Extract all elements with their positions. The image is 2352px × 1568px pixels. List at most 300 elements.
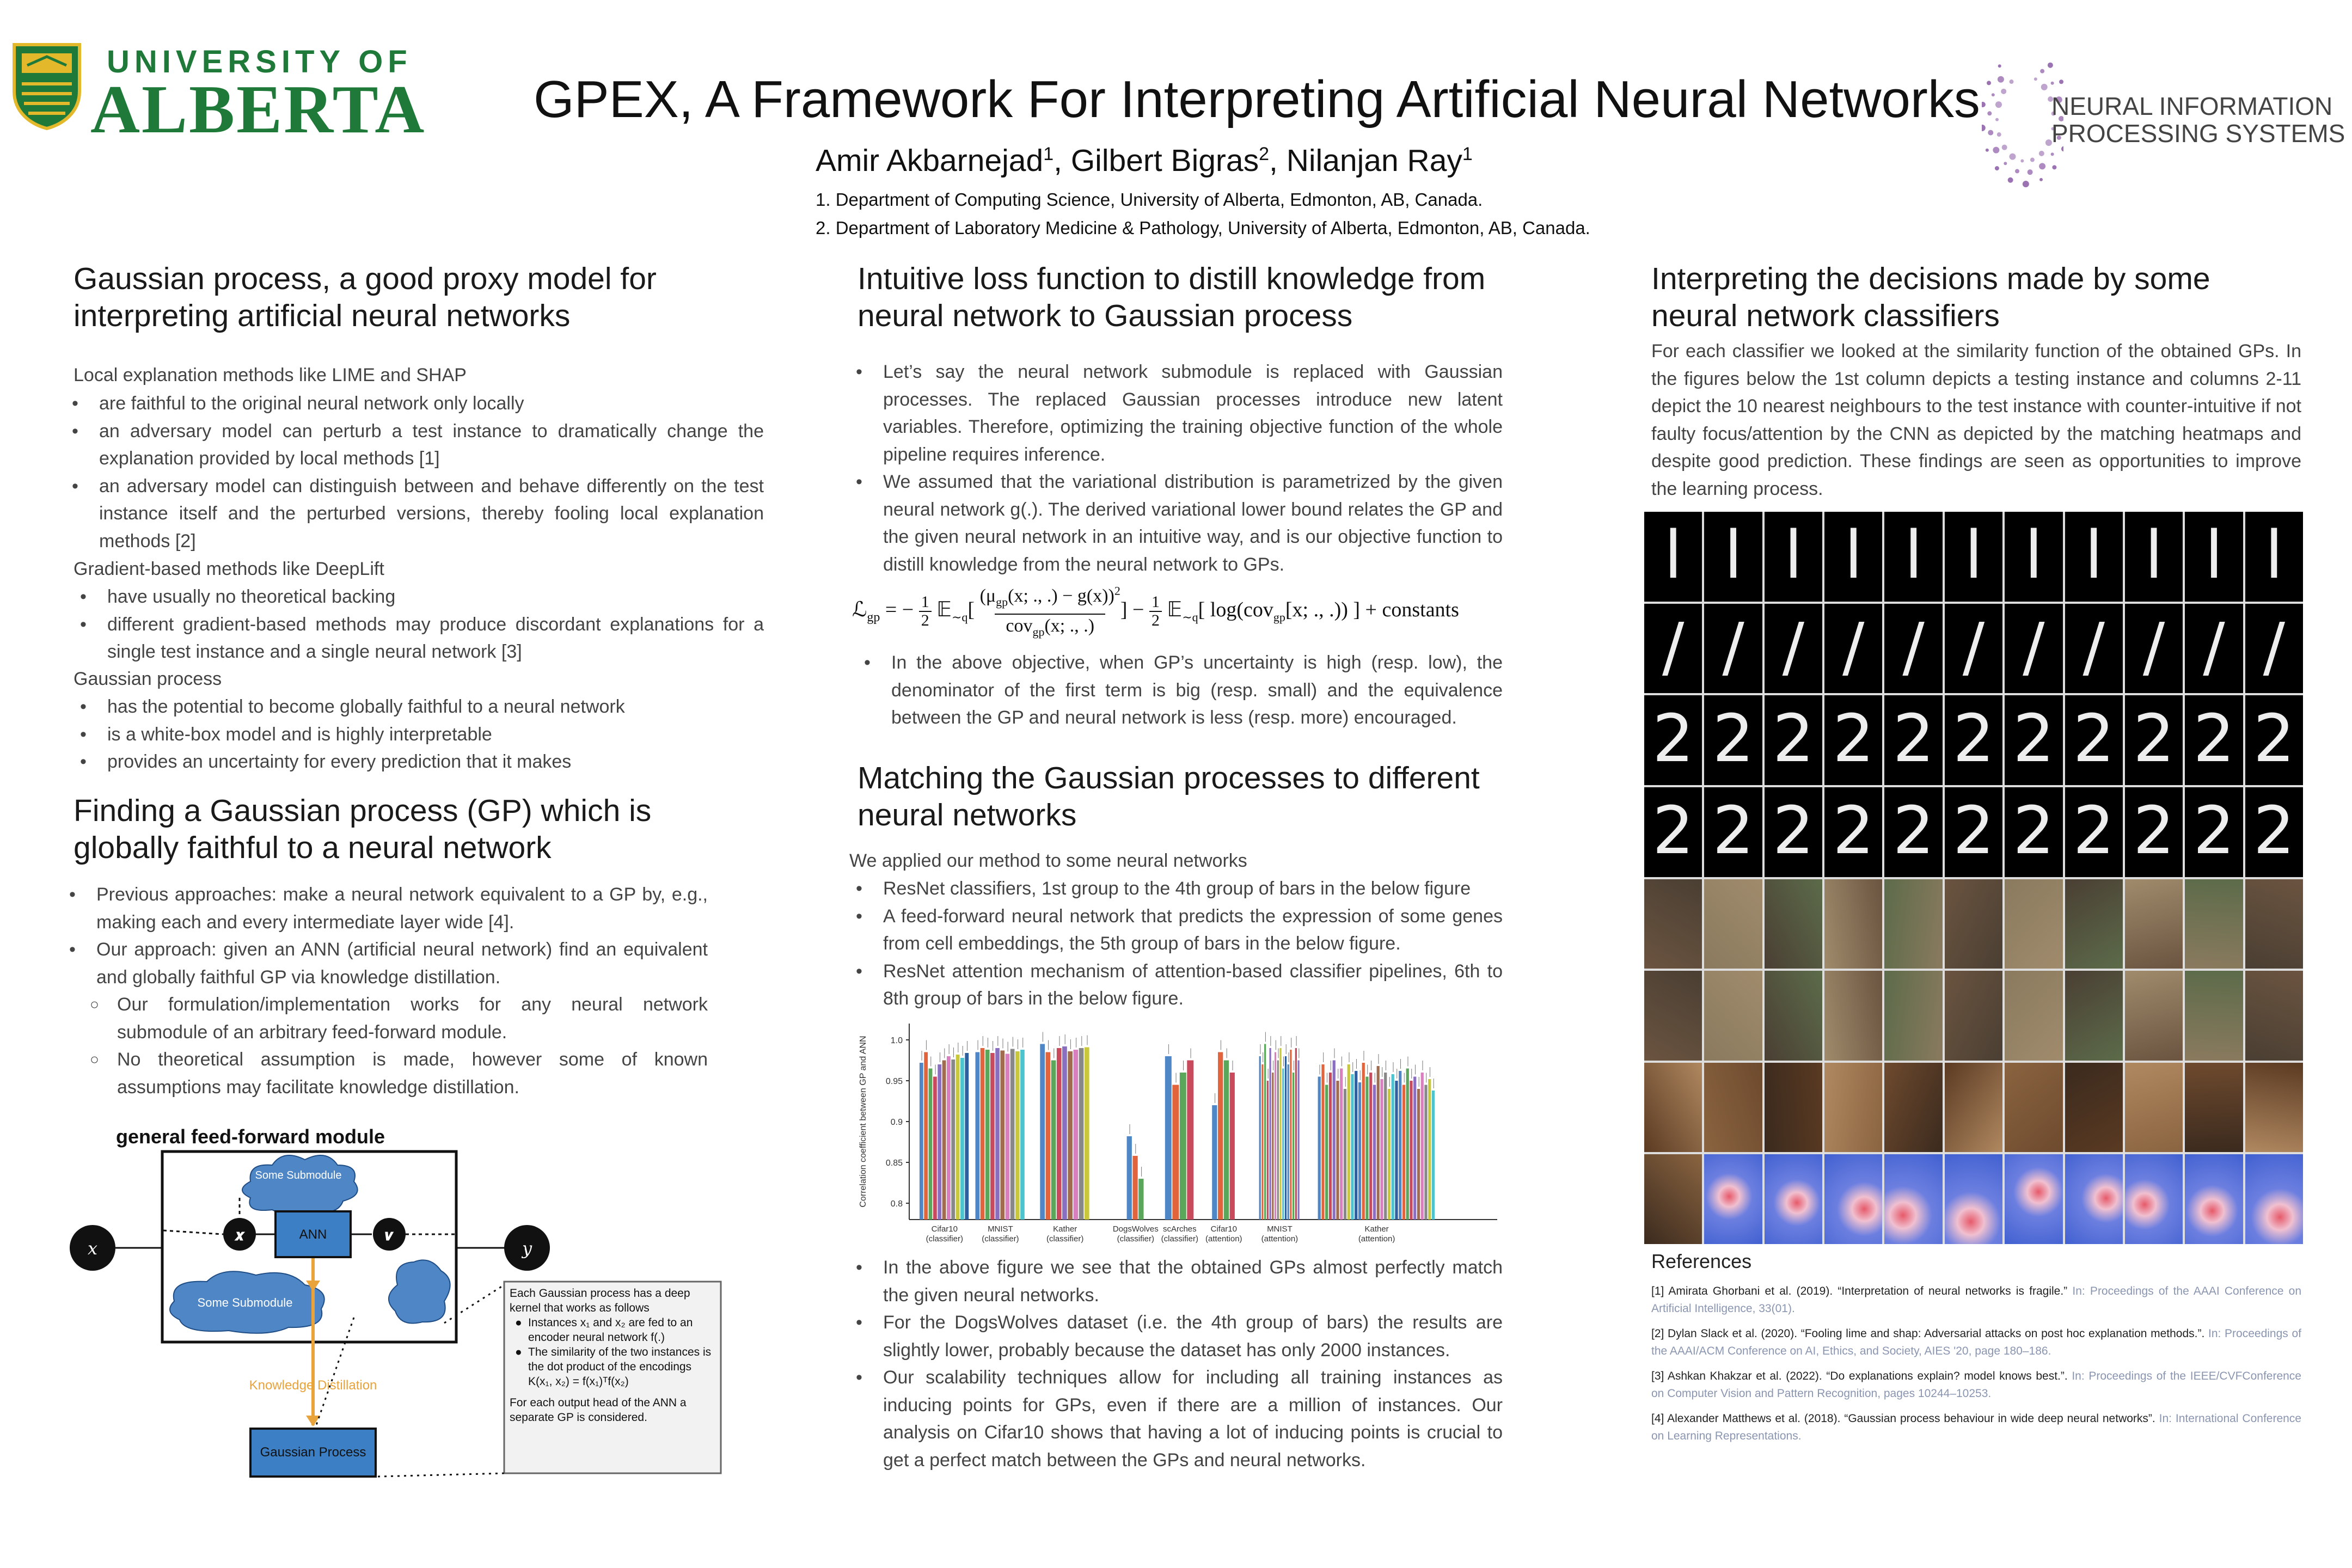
list-subitem: ○ Our formulation/implementation works for any neural network submodule of an arbitrary feed-forward module.: [63, 991, 708, 1046]
neighbour-thumbnail: [2125, 695, 2183, 785]
kernel-note-bullet-1: ● Instances x₁ and x₂ are fed to an encoder neural network f(.): [515, 1316, 693, 1344]
input-node-label: 𝑥: [87, 1238, 98, 1259]
kd-arrowhead-2: [306, 1416, 320, 1426]
neighbour-thumbnail: [1644, 604, 1702, 694]
digit-glyph: /: [2142, 609, 2165, 685]
bar: [1365, 1077, 1368, 1220]
bar: [933, 1077, 937, 1220]
bar: [1333, 1061, 1336, 1220]
bar: [1165, 1056, 1172, 1220]
x-tick-label: Kather: [1053, 1224, 1077, 1234]
reference-item: [1651, 1410, 2301, 1445]
digit-glyph: 2: [2133, 701, 2175, 777]
kernel-note-head: Each Gaussian process has a deep kernel that works as follows: [510, 1287, 690, 1314]
bar: [1410, 1081, 1412, 1220]
neighbour-thumbnail: [2185, 1063, 2243, 1153]
logo-dot: [2048, 63, 2053, 68]
neighbour-thumbnail: [2065, 1063, 2123, 1153]
logo-dot: [2039, 163, 2045, 169]
digit-glyph: /: [2082, 609, 2105, 685]
bar: [1388, 1089, 1391, 1220]
bar: [1297, 1061, 1299, 1220]
bar: [1340, 1069, 1343, 1220]
eq-num-pow: 2: [1114, 584, 1120, 598]
logo-dot: [2051, 152, 2054, 156]
digit-glyph: 2: [1952, 793, 1995, 869]
bar: [1272, 1073, 1273, 1220]
x-tick-label: (attention): [1261, 1234, 1298, 1244]
neighbour-thumbnail: [1824, 604, 1882, 694]
y-tick-label: 0.85: [885, 1159, 903, 1168]
digit-glyph: l: [1724, 518, 1743, 593]
digit-glyph: 2: [2193, 793, 2235, 869]
neighbour-thumbnail: [1945, 879, 2002, 969]
logo-dot: [1998, 64, 2001, 68]
university-logo-line1: UNIVERSITY OF: [107, 44, 412, 79]
bar: [1079, 1048, 1084, 1220]
list-loss-function: [849, 358, 1503, 578]
reference-item: [1651, 1325, 2301, 1360]
digit-glyph: 2: [1652, 793, 1694, 869]
neighbour-thumbnail: [2065, 879, 2123, 969]
y-tick-label: 0.9: [890, 1118, 903, 1127]
bar: [1380, 1079, 1383, 1220]
section-title-interpreting: Interpreting the decisions made by some neural network classifiers: [1651, 261, 2210, 333]
list-item: • is a white-box model and is highly interpretable: [74, 721, 764, 749]
neighbour-thumbnail: [1704, 1063, 1762, 1153]
logo-dot: [1987, 111, 1992, 115]
bar: [1358, 1082, 1361, 1220]
reference-item: [1651, 1368, 2301, 1402]
list-item: • Previous approaches: make a neural network equivalent to a GP by, e.g., making each and every intermediate layer wide [4].: [63, 881, 708, 936]
logo-dot: [1986, 149, 1989, 152]
list-item: • different gradient-based methods may produce discordant explanations for a single test instance and a single neural network [3]: [74, 611, 764, 666]
university-shield-icon: [11, 41, 83, 131]
bar: [1290, 1050, 1291, 1220]
list-local-methods: [65, 390, 764, 555]
logo-dot: [2009, 154, 2016, 160]
logo-dot: [1998, 76, 2004, 83]
list-gradient-methods: [74, 583, 764, 666]
logo-dot: [2008, 177, 2013, 183]
digit-glyph: 2: [1833, 793, 1875, 869]
bar: [995, 1048, 1000, 1220]
eq-num-a: (μ: [979, 586, 996, 607]
logo-dot: [1995, 118, 1999, 121]
logo-dot: [2004, 162, 2007, 165]
references-title: References: [1651, 1250, 1752, 1272]
eq-tail-b: [x; ., .)) ] + constants: [1285, 598, 1459, 622]
neighbour-thumbnail: [2185, 787, 2243, 877]
neurips-logo-line2: PROCESSING SYSTEMS: [2051, 119, 2345, 148]
diagram-title: general feed-forward module: [115, 1125, 385, 1148]
digit-glyph: l: [1844, 518, 1863, 593]
list-gaussian-process: [74, 693, 764, 776]
x-tick-label: (classifier): [1161, 1234, 1198, 1244]
x-tick-label: Cifar10: [1210, 1224, 1237, 1234]
neighbour-thumbnail: [2185, 879, 2243, 969]
bar: [1068, 1051, 1073, 1220]
logo-dot: [1995, 101, 2002, 108]
neighbour-thumbnail: [2125, 512, 2183, 602]
bar: [990, 1053, 995, 1220]
poster-title: GPEX, A Framework For Interpreting Artificial Neural Networks: [534, 70, 1980, 128]
bar: [1399, 1071, 1401, 1220]
bar: [1180, 1073, 1186, 1220]
bar: [1006, 1054, 1010, 1220]
neighbour-thumbnail: [1765, 1154, 1822, 1244]
bar: [976, 1052, 980, 1220]
neighbour-thumbnail: [2005, 879, 2062, 969]
reference-text: [2] Dylan Slack et al. (2020). “Fooling lime and shap: Adversarial attacks on post hoc explanation methods.”.: [1651, 1327, 2209, 1340]
affiliation-2: 2. Department of Laboratory Medicine & Pathology, University of Alberta, Edmonton, AB, Canada.: [816, 218, 1590, 238]
y-tick-label: 0.95: [885, 1077, 903, 1086]
bar: [1285, 1056, 1287, 1220]
kernel-note-tail: For each output head of the ANN a separate GP is considered.: [510, 1396, 687, 1424]
list-subitem: ○ No theoretical assumption is made, however some of known assumptions may facilitate knowledge distillation.: [63, 1046, 708, 1101]
kd-label: Knowledge Distillation: [249, 1378, 377, 1393]
list-item: • ResNet classifiers, 1st group to the 4th group of bars in the below figure: [849, 875, 1503, 903]
neighbour-thumbnail: [1945, 695, 2002, 785]
bar: [1432, 1091, 1435, 1220]
eq-lhs-sub: gp: [867, 610, 880, 624]
eq-fraction: [980, 580, 1120, 644]
list-item: • an adversary model can distinguish between and behave differently on the test instance itself and the perturbed versions, thereby fooling local explanation methods [2]: [65, 473, 764, 555]
bar: [1267, 1081, 1269, 1220]
bar: [1377, 1066, 1380, 1220]
eq-lhs: ℒ: [852, 598, 867, 622]
logo-dot: [2002, 145, 2007, 150]
list-item: • an adversary model can perturb a test instance to dramatically change the explanation provided by local methods [1]: [65, 418, 764, 473]
eq-half-den: 2: [919, 611, 932, 629]
reference-source: In: Proceedings of the IEEE/CVFConference on Computer Vision and Pattern Recognition, pages 10244–10253.: [1651, 1370, 2301, 1400]
y-axis-label: Correlation coefficient between GP and ANN: [859, 1036, 868, 1208]
logo-dot: [2030, 158, 2035, 162]
reference-text: [4] Alexander Matthews et al. (2018). “Gaussian process behaviour in wide deep neural networks”.: [1651, 1412, 2159, 1425]
eq-half2-den: 2: [1149, 611, 1162, 629]
list-item: • We assumed that the variational distribution is parametrized by the given neural network g(.). The derived variational lower bound relates the GP and the given neural network in an intuitive way, and is our objective function to distill knowledge from the neural network to GPs.: [849, 468, 1503, 578]
neighbour-thumbnail: [1704, 787, 1762, 877]
references: [1651, 1250, 2301, 1453]
reference-source: In: Proceedings of the AAAI/ACM Conference on AI, Ethics, and Society, AIES '20, page 180–186.: [1651, 1327, 2301, 1357]
logo-dot: [2034, 77, 2037, 81]
x-tick-label: (classifier): [926, 1234, 963, 1244]
reference-source: In: International Conference on Learning Representations.: [1651, 1412, 2301, 1442]
university-logo-line2: ALBERTA: [90, 72, 426, 148]
digit-glyph: /: [2203, 609, 2225, 685]
neighbour-thumbnail: [2065, 695, 2123, 785]
neighbour-thumbnail: [1884, 1063, 1942, 1153]
eq-half2-num: 1: [1151, 593, 1160, 611]
bar: [1230, 1073, 1235, 1220]
bar: [947, 1056, 951, 1220]
neighbour-thumbnail: [1644, 1154, 1702, 1244]
bar: [1288, 1064, 1289, 1220]
neighbour-thumbnail: [2065, 971, 2123, 1061]
neighbour-thumbnail: [1945, 971, 2002, 1061]
digit-glyph: /: [1962, 609, 1985, 685]
interpreting-paragraph: For each classifier we looked at the similarity function of the obtained GPs. In the figures below the 1st column depicts a testing instance and columns 2-11 depict the 10 nearest neighbours to the test instance with counter-intuitive if not faulty focus/attention by the CNN as depicted by the matching heatmaps and despite good prediction. These findings are seen as opportunities to improve the learning process.: [1651, 341, 2301, 499]
digit-glyph: 2: [1833, 701, 1875, 777]
eq-expectation-2: 𝔼: [1167, 598, 1183, 622]
neighbour-thumbnail: [2185, 971, 2243, 1061]
list-results: [849, 1254, 1503, 1474]
bar: [1062, 1046, 1067, 1220]
neighbour-thumbnail: [1644, 971, 1702, 1061]
eq-expectation-2-sub: ∼q: [1182, 610, 1198, 624]
list-item: • have usually no theoretical backing: [74, 583, 764, 611]
bar: [1402, 1085, 1405, 1220]
neighbour-thumbnail: [2065, 604, 2123, 694]
bar: [1127, 1136, 1132, 1220]
neighbour-thumbnail: [2185, 604, 2243, 694]
neighbour-thumbnail: [1644, 879, 1702, 969]
digit-glyph: l: [2085, 518, 2103, 593]
bar: [1172, 1085, 1179, 1220]
list-item: • Let’s say the neural network submodule is replaced with Gaussian processes. The replaced Gaussian processes introduce new latent variables. Therefore, optimizing the training objective function of the whole pipeline requires inference.: [849, 358, 1503, 468]
neighbour-thumbnail: [1884, 604, 1942, 694]
reference-text: [1] Amirata Ghorbani et al. (2019). “Interpretation of neural networks is fragile.”: [1651, 1285, 2073, 1297]
logo-dot: [2040, 69, 2044, 74]
bar: [1132, 1156, 1137, 1220]
list-item: • are faithful to the original neural network only locally: [65, 390, 764, 418]
some-submodule-large-label: Some Submodule: [197, 1296, 293, 1309]
logo-dot: [2059, 79, 2063, 84]
logo-dot: [2028, 169, 2033, 175]
neighbour-thumbnail: [1884, 1154, 1942, 1244]
neighbour-thumbnail: [1824, 1063, 1882, 1153]
bar: [965, 1053, 969, 1220]
neighbour-thumbnail: [1704, 695, 1762, 785]
neighbour-thumbnail: [1884, 695, 1942, 785]
logo-dot: [1982, 102, 1986, 107]
bar: [1384, 1073, 1387, 1220]
bar: [956, 1055, 960, 1220]
bar: [1259, 1056, 1261, 1220]
digit-glyph: 2: [2073, 701, 2115, 777]
eq-sign: = −: [880, 598, 914, 622]
x-tick-label: (attention): [1205, 1234, 1242, 1244]
neighbour-thumbnail: [2245, 695, 2303, 785]
bar: [1218, 1052, 1223, 1220]
digit-glyph: l: [1904, 518, 1923, 593]
list-item: • Our scalability techniques allow for including all training instances as inducing points for GPs, even if there are a million of instances. Our analysis on Cifar10 shows that having a lot of inducing points is crucial to get a perfect match between the GPs and neural networks.: [849, 1364, 1503, 1474]
x-tick-label: MNIST: [988, 1224, 1013, 1234]
neighbour-thumbnail: [2065, 512, 2123, 602]
eq-num-sub: gp: [996, 595, 1008, 609]
neighbour-thumbnail: [1945, 512, 2002, 602]
neighbour-thumbnail: [2125, 787, 2183, 877]
bar: [942, 1061, 946, 1220]
eq-denominator: [995, 614, 1105, 644]
digit-glyph: /: [1722, 609, 1744, 685]
neighbour-thumbnail: [1824, 787, 1882, 877]
bar: [1138, 1179, 1143, 1220]
neighbour-thumbnail: [1704, 971, 1762, 1061]
neighbour-thumbnail: [2245, 879, 2303, 969]
neighbour-thumbnail: [2065, 1154, 2123, 1244]
neurips-logo-line1: NEURAL INFORMATION: [2051, 92, 2333, 120]
digit-glyph: /: [2263, 609, 2286, 685]
section-lead-gaussian-process: Gaussian process: [74, 669, 222, 689]
bar: [938, 1064, 941, 1220]
neighbour-thumbnail: [2245, 512, 2303, 602]
neighbour-thumbnail: [1765, 695, 1822, 785]
neighbour-thumbnail: [1765, 787, 1822, 877]
bar: [1355, 1071, 1357, 1220]
kernel-note-bullet-2: ● The similarity of the two instances is the dot product of the encodings K(x₁, x₂) = f(x₁)ᵀf(x₂): [515, 1346, 712, 1388]
neighbour-thumbnail: [1824, 1154, 1882, 1244]
neighbour-thumbnail: [2185, 512, 2243, 602]
neighbour-thumbnail: [1945, 1063, 2002, 1153]
bar: [1351, 1074, 1353, 1220]
bar: [1395, 1081, 1398, 1220]
bar: [1224, 1061, 1229, 1220]
digit-glyph: 2: [2193, 701, 2235, 777]
list-item: • has the potential to become globally faithful to a neural network: [74, 693, 764, 721]
neighbour-thumbnail: [2005, 512, 2062, 602]
neighbour-thumbnail: [1765, 512, 1822, 602]
list-objective-explanation: [857, 649, 1503, 732]
reference-item: [1651, 1283, 2301, 1318]
bar: [1318, 1077, 1321, 1220]
bar: [1336, 1081, 1339, 1220]
v-node-label: 𝒗: [385, 1226, 394, 1244]
eq-num-b: (x; ., .) − g(x)): [1008, 586, 1114, 607]
author-list: Amir Akbarnejad$^1$, Gilbert Bigras$^2$, Nilanjan Ray$^1$: [816, 143, 1473, 178]
feed-forward-module-diagram: [60, 1122, 730, 1492]
neighbour-thumbnail: [2245, 1063, 2303, 1153]
neighbour-thumbnail: [2005, 1063, 2062, 1153]
logo-dot: [1995, 166, 1999, 170]
eq-half-num: 1: [921, 593, 929, 611]
bar: [1015, 1051, 1020, 1220]
chart-canvas: [849, 1018, 1503, 1258]
reference-text: [3] Ashkan Khakzar et al. (2022). “Do explanations explain? model knows best.”.: [1651, 1370, 2072, 1382]
bar: [1417, 1089, 1420, 1220]
list-item: • ResNet attention mechanism of attention-based classifier pipelines, 6th to 8th group of bars in the below figure.: [849, 958, 1503, 1013]
neighbour-thumbnail: [1945, 787, 2002, 877]
bar: [929, 1069, 933, 1220]
digit-glyph: 2: [2253, 701, 2295, 777]
neighbour-thumbnail: [1644, 695, 1702, 785]
eq-den-sub: gp: [1032, 624, 1045, 639]
neighbour-thumbnail: [2245, 604, 2303, 694]
logo-dot: [2001, 89, 2006, 94]
digit-glyph: 2: [2013, 793, 2055, 869]
neighbour-thumbnail: [1644, 787, 1702, 877]
bar: [951, 1059, 955, 1220]
neighbour-thumbnail: [1704, 1154, 1762, 1244]
neighbour-thumbnail: [1704, 604, 1762, 694]
bar: [1325, 1085, 1328, 1220]
bar: [924, 1052, 928, 1220]
bar: [1010, 1049, 1015, 1220]
kernel-note: [510, 1286, 716, 1425]
neighbour-thumbnail: [1824, 879, 1882, 969]
digit-glyph: 2: [2013, 701, 2055, 777]
bar: [1282, 1069, 1284, 1220]
bar: [1279, 1048, 1281, 1220]
list-item: • A feed-forward neural network that predicts the expression of some genes from cell embeddings, the 5th group of bars in the below figure.: [849, 903, 1503, 958]
bar: [1329, 1073, 1332, 1220]
bar: [1428, 1079, 1431, 1220]
neighbour-thumbnail: [1704, 879, 1762, 969]
neighbour-thumbnail: [1884, 879, 1942, 969]
section-title-finding-gp: Finding a Gaussian process (GP) which is globally faithful to a neural network: [74, 793, 652, 865]
bar: [1000, 1051, 1004, 1220]
list-item: • In the above objective, when GP’s uncertainty is high (resp. low), the denominator of the first term is big (resp. small) and the equivalence between the GP and neural network is less (resp. more) encouraged.: [857, 649, 1503, 732]
digit-glyph: 2: [2073, 793, 2115, 869]
section-title-loss-function: Intuitive loss function to distill knowledge from neural network to Gaussian process: [857, 261, 1486, 333]
bar: [1392, 1074, 1394, 1220]
neighbour-thumbnail: [1765, 879, 1822, 969]
x-tick-label: (classifier): [982, 1234, 1019, 1244]
logo-dot: [2020, 160, 2024, 163]
eq-expectation: 𝔼: [936, 598, 952, 622]
bar: [1373, 1085, 1376, 1220]
author-name: Gilbert Bigras: [1070, 143, 1259, 178]
x-tick-label: MNIST: [1267, 1224, 1293, 1234]
bar: [1369, 1073, 1372, 1220]
neighbour-thumbnail: [2005, 787, 2062, 877]
neighbour-thumbnail: [1824, 971, 1882, 1061]
bar: [1344, 1089, 1346, 1220]
list-item: • Our approach: given an ANN (artificial neural network) find an equivalent and globally faithful GP via knowledge distillation.: [63, 936, 708, 991]
bar: [1421, 1073, 1424, 1220]
cloud-right: [389, 1260, 450, 1323]
affiliation-1: 1. Department of Computing Science, University of Alberta, Edmonton, AB, Canada.: [816, 189, 1483, 210]
output-node-label: 𝑦: [522, 1238, 532, 1259]
bar: [1051, 1061, 1056, 1220]
neighbour-thumbnail: [1765, 971, 1822, 1061]
author-affiliation-mark: 2: [1259, 144, 1270, 164]
author-affiliation-mark: 1: [1043, 144, 1054, 164]
neighbour-thumbnail: [2185, 1154, 2243, 1244]
eq-half-2: [1149, 593, 1162, 629]
gp-label: Gaussian Process: [260, 1445, 366, 1460]
neighbour-thumbnail: [2125, 971, 2183, 1061]
digit-glyph: 2: [1712, 701, 1754, 777]
neighbour-thumbnail: [1644, 1063, 1702, 1153]
neighbour-thumbnail: [1644, 512, 1702, 602]
list-item: • In the above figure we see that the obtained GPs almost perfectly match the given neural networks.: [849, 1254, 1503, 1309]
neighbour-thumbnail: [1945, 604, 2002, 694]
logo-dot: [2023, 181, 2029, 187]
bar: [1040, 1044, 1045, 1220]
digit-glyph: l: [2204, 518, 2224, 593]
section-lead-local-methods: Local explanation methods like LIME and SHAP: [74, 365, 467, 385]
digit-glyph: 2: [2253, 793, 2295, 869]
digit-glyph: l: [1964, 518, 1983, 593]
eq-half: [919, 593, 932, 629]
neighbour-thumbnail: [2245, 971, 2303, 1061]
eq-numerator: [979, 584, 1120, 609]
bar: [1270, 1048, 1271, 1220]
neighbour-thumbnail: [2005, 604, 2062, 694]
digit-glyph: 2: [1652, 701, 1694, 777]
logo-dot: [1992, 93, 1995, 96]
logo-dot: [1987, 81, 1991, 85]
bar: [1074, 1050, 1079, 1220]
cloud-small: [242, 1155, 358, 1216]
bar: [1020, 1050, 1025, 1220]
eq-tail-a: [ log(cov: [1198, 598, 1273, 622]
neighbour-thumbnail: [1945, 1154, 2002, 1244]
digit-glyph: l: [2145, 518, 2163, 593]
section-title-matching: Matching the Gaussian processes to different neural networks: [857, 761, 1480, 832]
author-affiliation-mark: 1: [1462, 144, 1473, 164]
